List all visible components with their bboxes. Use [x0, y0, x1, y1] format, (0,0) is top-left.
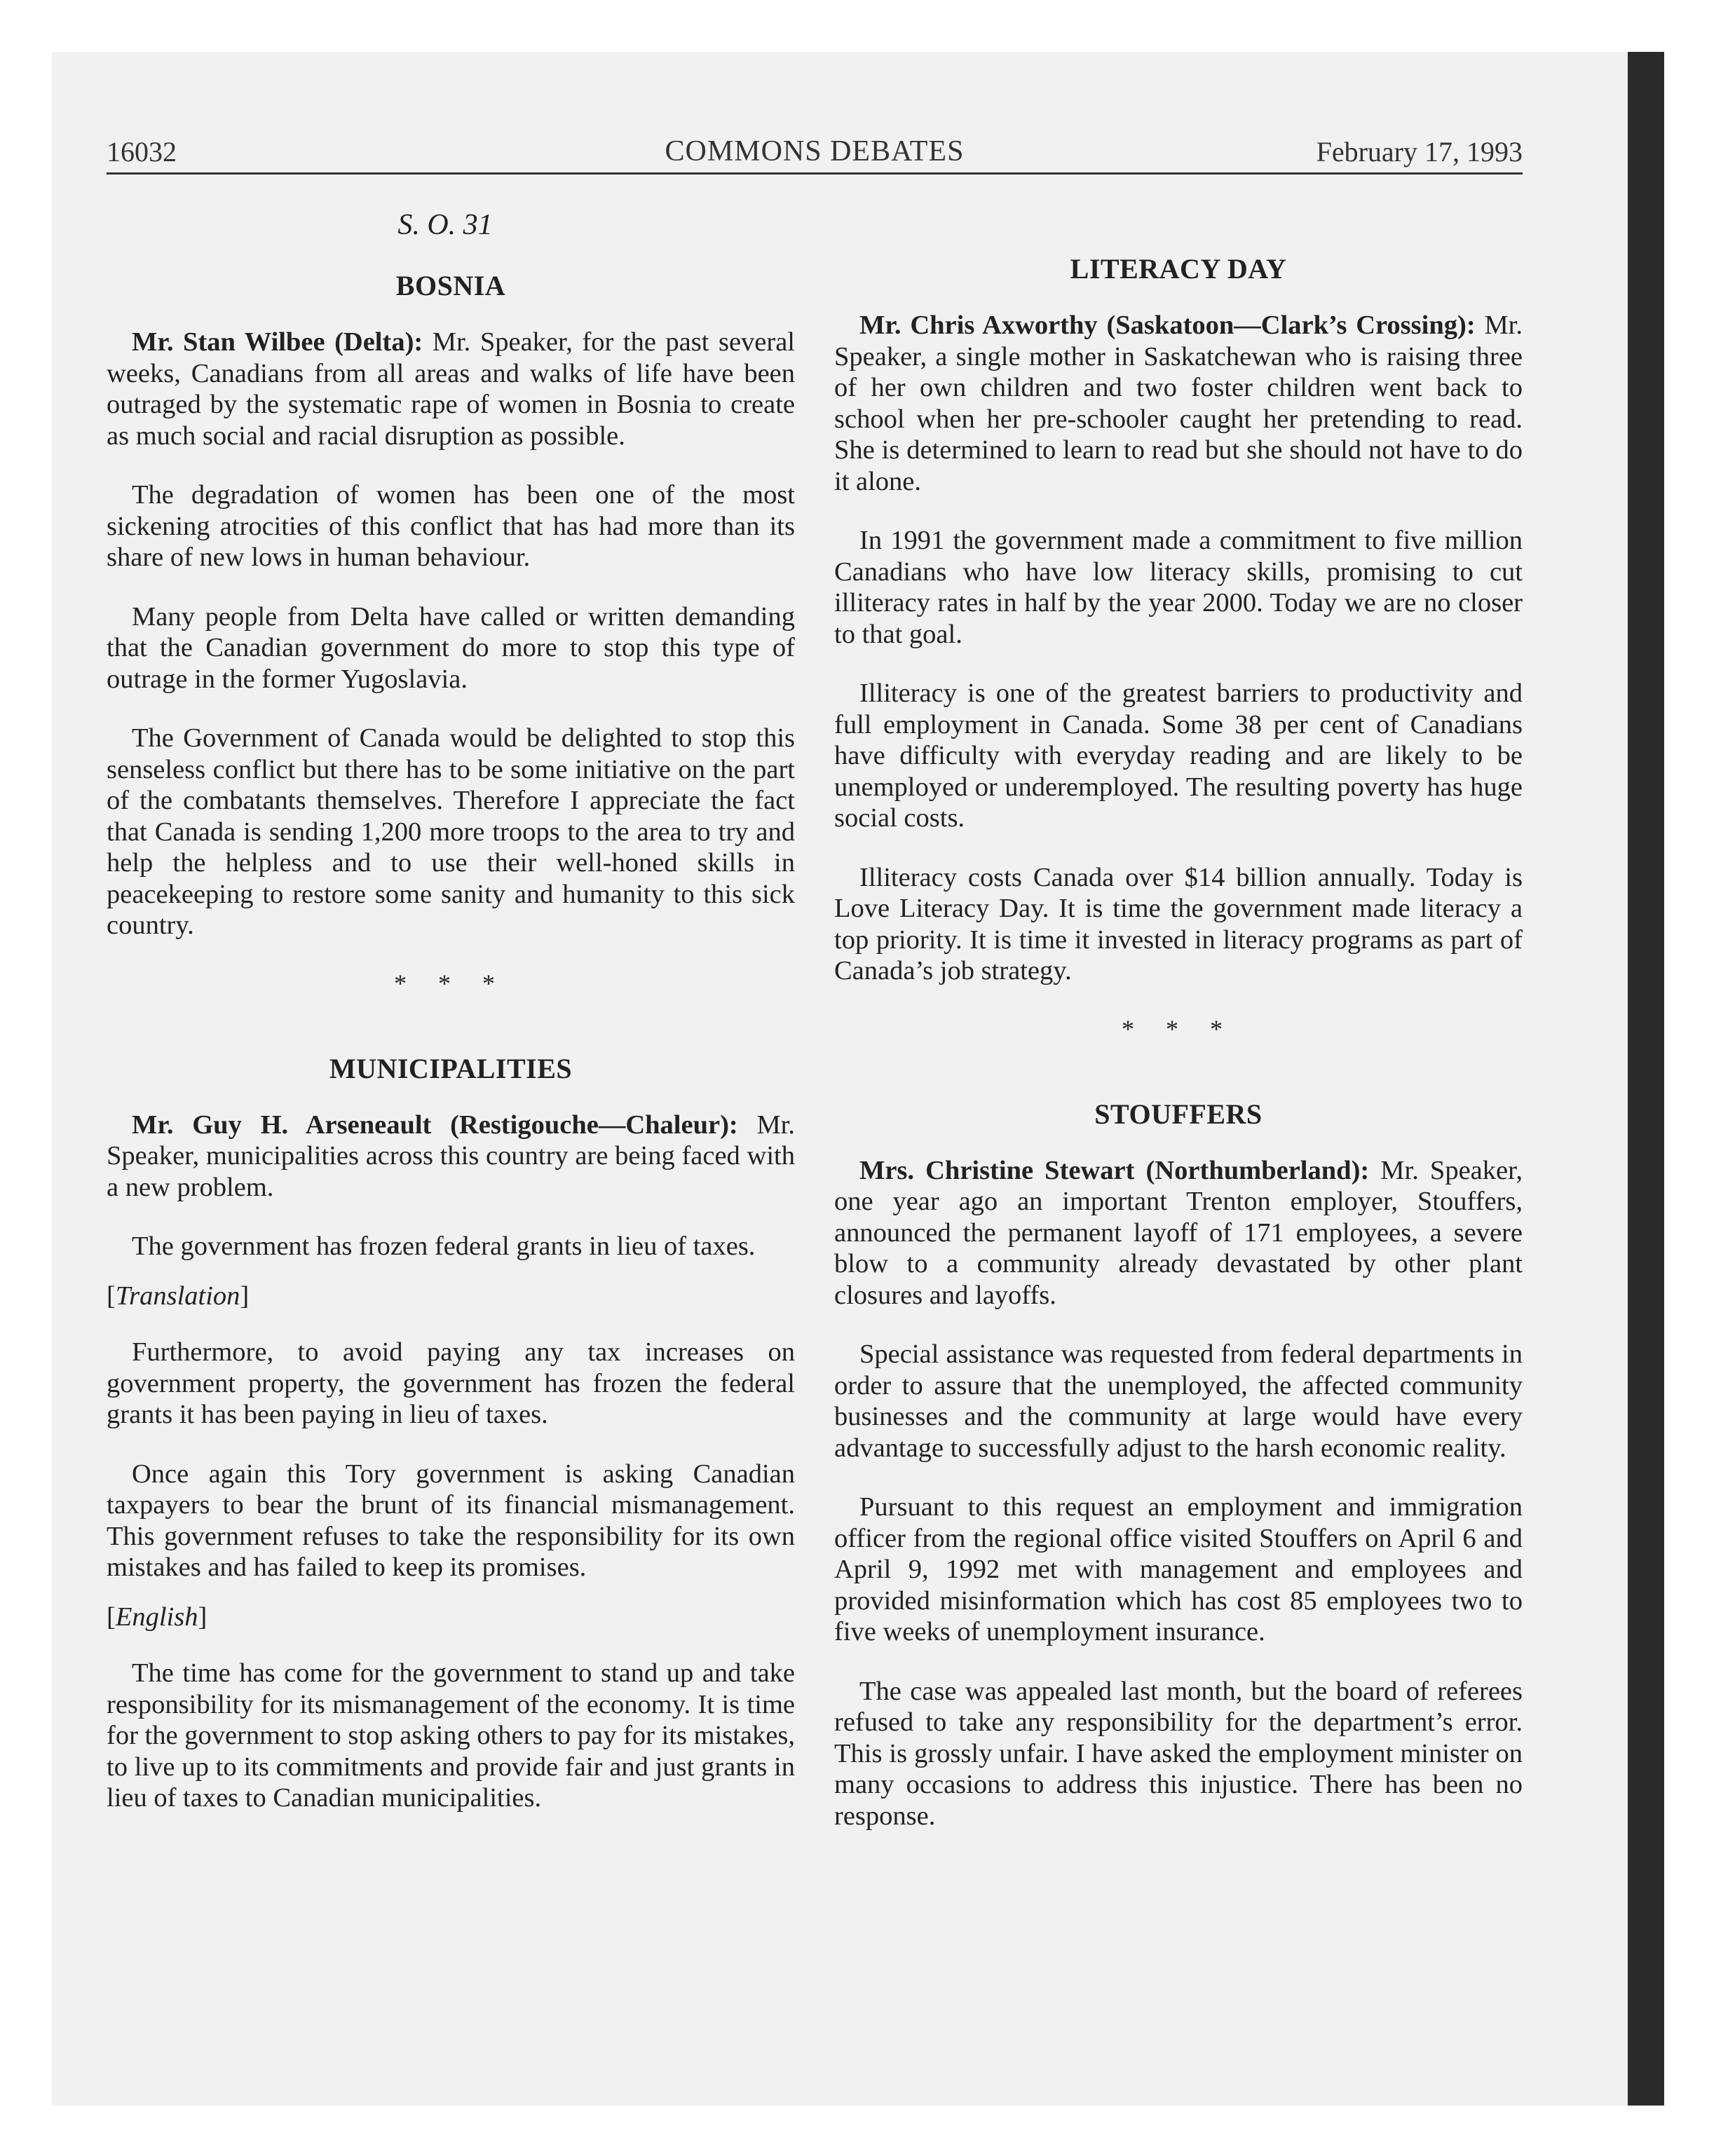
paragraph: The case was appealed last month, but the board of referees refused to take any responsibility for the department’s error. This is grossly unfair. I have asked the employment minister on many occasions to address this injustice. There has been no response.: [834, 1676, 1523, 1831]
paragraph: The government has frozen federal grants in lieu of taxes.: [132, 1231, 756, 1261]
paragraph: Illiteracy costs Canada over $14 billion annually. Today is Love Literacy Day. It is time the government made literacy a top priority. It is time it invested in literacy programs as part of Canada’s job strategy.: [834, 862, 1523, 985]
column-spacer: [834, 207, 1523, 252]
standing-order-rubric: S. O. 31: [397, 209, 493, 241]
section-heading-bosnia: BOSNIA: [395, 270, 506, 301]
paragraph: [107, 327, 795, 451]
paragraph-text: Mr. Speaker, for the past several weeks, Canadians from all areas and walks of life have been outraged by the systematic rape of women in Bosnia to create as much social and racial disruption as possible.: [107, 327, 795, 451]
section-separator: * * *: [1122, 1014, 1235, 1043]
paragraph: In 1991 the government made a commitment to five million Canadians who have low literacy skills, promising to cut illiteracy rates in half by the year 2000. Today we are no closer to that goal.: [834, 526, 1523, 649]
section-heading-stouffers: STOUFFERS: [1094, 1098, 1263, 1130]
section-heading-municipalities: MUNICIPALITIES: [329, 1052, 573, 1084]
right-column: [834, 207, 1523, 1860]
speaker-name: Mrs. Christine Stewart (Northumberland):: [859, 1155, 1370, 1185]
paragraph: Once again this Tory government is asking Canadian taxpayers to bear the brunt of its financial mismanagement. This government refuses to take the responsibility for its own mistakes and has failed to keep its promises.: [107, 1459, 795, 1582]
paragraph: [107, 1110, 795, 1203]
speaker-name: Mr. Stan Wilbee (Delta):: [132, 327, 423, 357]
publication-title: COMMONS DEBATES: [665, 135, 965, 168]
paragraph: Furthermore, to avoid paying any tax increases on government property, the government has frozen the federal grants it has been paying in lieu of taxes.: [107, 1337, 795, 1429]
paragraph: Many people from Delta have called or written demanding that the Canadian government do more to stop this type of outrage in the former Yugoslavia.: [107, 601, 795, 694]
page-number: 16032: [107, 136, 177, 168]
paragraph: [834, 1155, 1523, 1311]
header-rule: [107, 172, 1523, 175]
section-heading-literacy-day: LITERACY DAY: [1070, 253, 1287, 285]
left-column: [107, 207, 795, 1842]
paragraph: The degradation of women has been one of the most sickening atrocities of this conflict that has had more than its share of new lows in human behaviour.: [107, 480, 795, 572]
language-label: English: [115, 1602, 198, 1632]
paragraph: [834, 310, 1523, 497]
running-header: [107, 130, 1523, 175]
paragraph: The time has come for the government to stand up and take responsibility for its mismanagement of the economy. It is time for the government to stop asking others to pay for its mistakes, to live up to its commitments and provide fair and just grants in lieu of taxes to Canadian municipalities.: [107, 1658, 795, 1813]
paragraph-text: Mr. Speaker, a single mother in Saskatchewan who is raising three of her own children and two foster children went back to school when her pre-schooler caught her pretending to read. She is determined to learn to read but she should not have to do it alone.: [834, 311, 1523, 496]
paragraph: The Government of Canada would be delighted to stop this senseless conflict but there has to be some initiative on the part of the combatants themselves. Therefore I appreciate the fact that Canada is sending 1,200 more troops to the area to try and help the helpless and to use their well-honed skills in peacekeeping to restore some sanity and humanity to this sick country.: [107, 723, 795, 940]
section-separator: * * *: [394, 969, 508, 997]
language-note: [English]: [107, 1602, 207, 1632]
binding-edge: [1628, 52, 1664, 2106]
paragraph-text: Mr. Speaker, municipalities across this country are being faced with a new problem.: [107, 1110, 795, 1202]
speaker-name: Mr. Chris Axworthy (Saskatoon—Clark’s Crossing):: [859, 311, 1476, 340]
speaker-name: Mr. Guy H. Arseneault (Restigouche—Chaleur):: [132, 1110, 738, 1140]
paragraph-text: Mr. Speaker, one year ago an important Trenton employer, Stouffers, announced the permanent layoff of 171 employees, a severe blow to a community already devastated by other plant closures and layoffs.: [834, 1155, 1523, 1310]
translation-note: [Translation]: [107, 1281, 250, 1311]
translation-label: Translation: [115, 1281, 240, 1311]
paragraph: Pursuant to this request an employment and immigration officer from the regional office visited Stouffers on April 6 and April 9, 1992 met with management and employees and provided misinformation which has cost 85 employees two to five weeks of unemployment insurance.: [834, 1492, 1523, 1646]
paragraph: Special assistance was requested from federal departments in order to assure that the unemployed, the affected community businesses and the community at large would have every advantage to successfully adjust to the harsh economic reality.: [834, 1339, 1523, 1463]
paragraph: Illiteracy is one of the greatest barriers to productivity and full employment in Canada. Some 38 per cent of Canadians have difficulty with everyday reading and are likely to be unemployed or underemployed. The resulting poverty has huge social costs.: [834, 678, 1523, 833]
header-date: February 17, 1993: [1316, 136, 1523, 168]
